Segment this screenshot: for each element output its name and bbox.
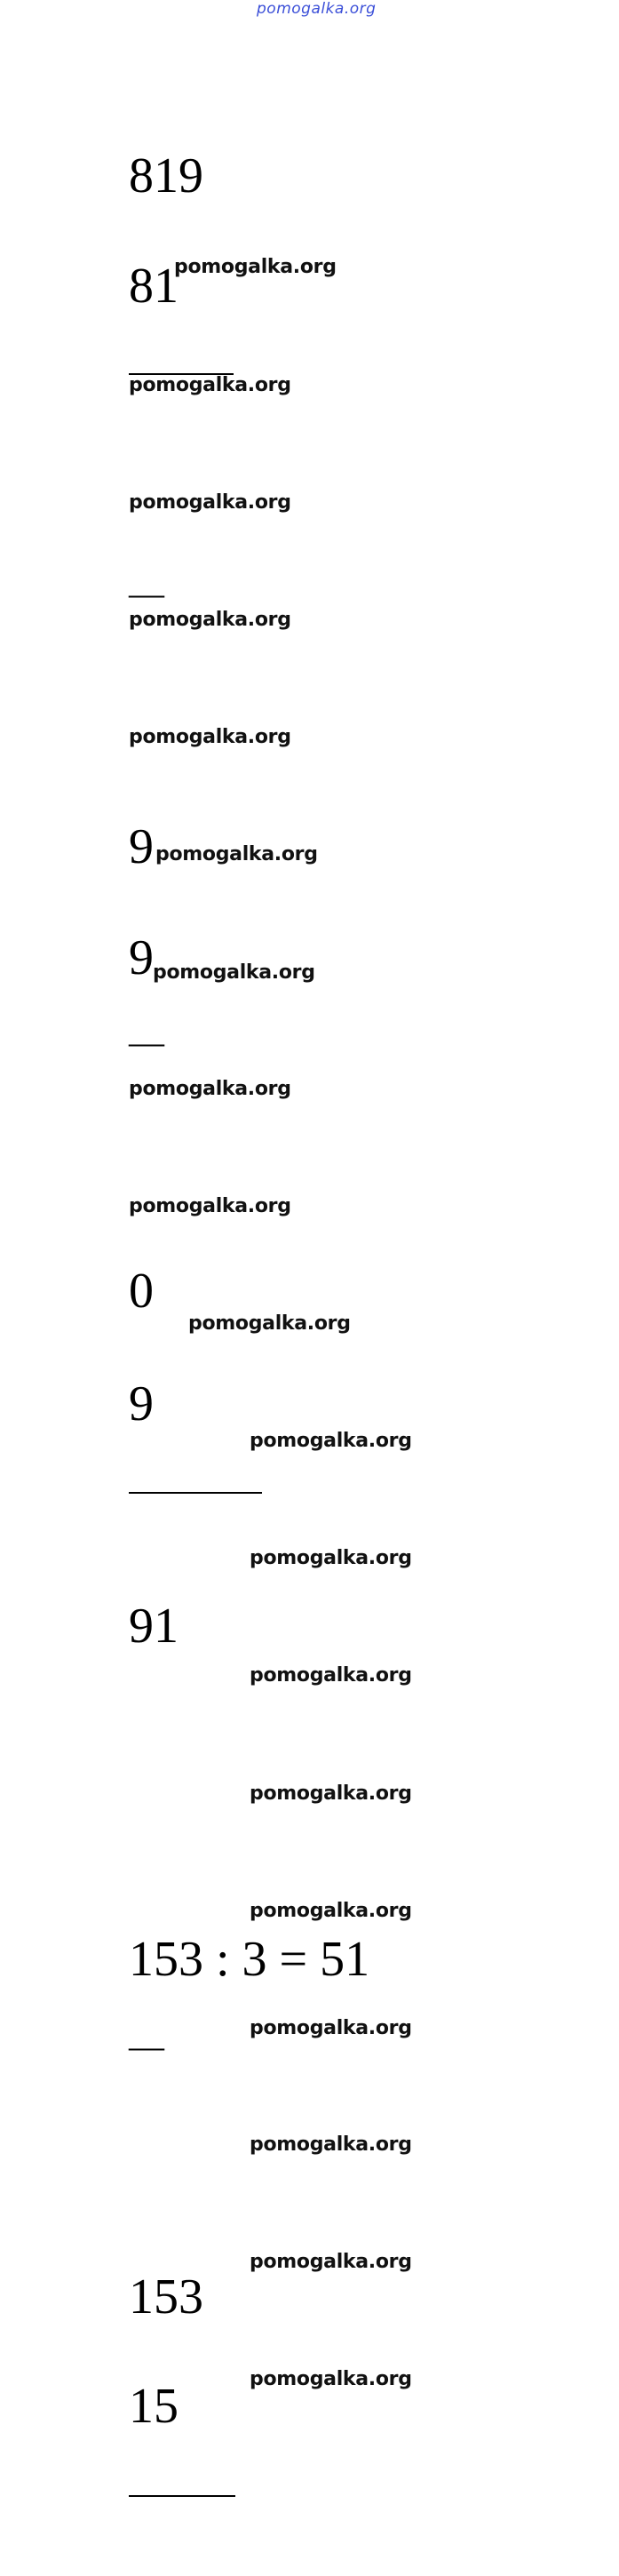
watermark-text: pomogalka.org	[250, 2368, 412, 2390]
watermark-text: pomogalka.org	[250, 2017, 412, 2039]
division-line	[129, 2495, 235, 2497]
number-15: 15	[129, 2379, 179, 2434]
minus-sign: —	[129, 573, 164, 613]
watermark-text: pomogalka.org	[174, 256, 337, 278]
watermark-text: pomogalka.org	[250, 1430, 412, 1452]
watermark-text: pomogalka.org	[153, 961, 315, 984]
watermark-text: pomogalka.org	[129, 374, 291, 396]
watermark-text: pomogalka.org	[129, 609, 291, 631]
watermark-text: pomogalka.org	[188, 1312, 351, 1335]
number-9: 9	[129, 819, 154, 874]
number-9: 9	[129, 1376, 154, 1432]
watermark-text: pomogalka.org	[129, 491, 291, 514]
watermark-text: pomogalka.org	[129, 726, 291, 748]
watermark-text: pomogalka.org	[155, 843, 318, 865]
number-91: 91	[129, 1599, 179, 1654]
watermark-text: pomogalka.org	[129, 1195, 291, 1217]
site-header-link[interactable]: pomogalka.org	[257, 0, 377, 18]
watermark-text: pomogalka.org	[250, 1782, 412, 1805]
number-81: 81	[129, 259, 179, 314]
watermark-text: pomogalka.org	[250, 1547, 412, 1569]
equation: 153 : 3 = 51	[129, 1932, 370, 1987]
watermark-text: pomogalka.org	[250, 2251, 412, 2273]
watermark-text: pomogalka.org	[250, 2133, 412, 2156]
watermark-text: pomogalka.org	[129, 1078, 291, 1100]
watermark-text: pomogalka.org	[250, 1900, 412, 1922]
minus-sign: —	[129, 1022, 164, 1062]
minus-sign: —	[129, 2026, 164, 2066]
number-153: 153	[129, 2269, 203, 2325]
number-819: 819	[129, 148, 203, 203]
watermark-text: pomogalka.org	[250, 1664, 412, 1687]
number-9: 9	[129, 930, 154, 985]
division-line	[129, 1492, 262, 1494]
number-0: 0	[129, 1264, 154, 1319]
